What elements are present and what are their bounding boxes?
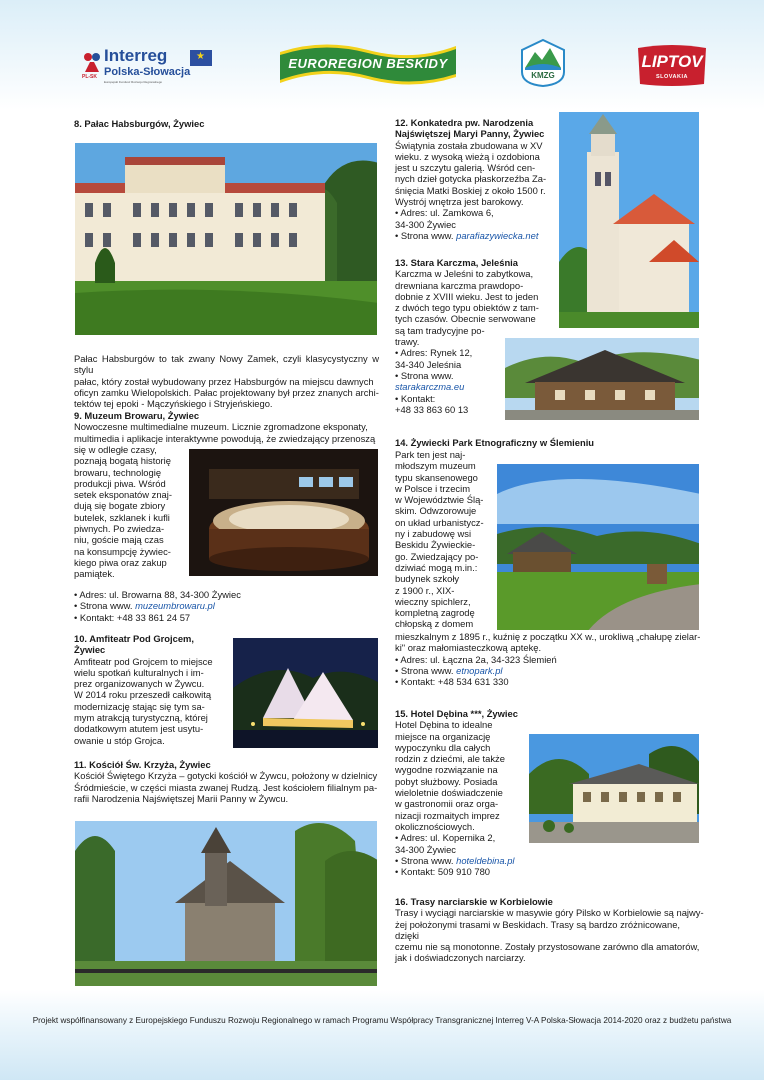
section-8-line: Pałac Habsburgów to tak zwany Nowy Zamek, czyli klasycystyczny w stylu [74,353,379,376]
section-12-title: 12. Konkatedra pw. Narodzenia [395,117,534,128]
section-13-line: z dwóch tego typu obiektów z tam- [395,302,539,314]
euroregion-label: EUROREGION BESKIDY [288,56,448,71]
section-8-title-block [74,118,374,129]
section-9-line: się w odległe czasy, [74,444,157,455]
cathedral-photo [558,111,700,329]
section-13-contact: • Kontakt: [395,392,436,404]
section-16-title: 16. Trasy narciarskie w Korbielowie [395,896,553,907]
section-11-title: 11. Kościół Św. Krzyża, Żywiec [74,759,211,770]
section-13-address: • Adres: Rynek 12, [395,347,473,359]
section-10-title: 10. Amfiteatr Pod Grojcem, [74,633,194,644]
section-12-line: wieku. z wysoką wieżą i ozdobiona [395,150,540,162]
section-14-web-label: • Strona www. [395,664,457,676]
section-10-line: owanie u stóp Grojca. [74,734,165,746]
interreg-brand: Interreg [104,46,168,65]
section-16-block [395,896,705,964]
section-8-line: pałac, który został wybudowany przez Habsburgów na miejscu dawnych [74,375,374,387]
section-15-address: 34-300 Żywiec [395,843,456,855]
section-13-web-label: • Strona www. [395,369,454,381]
section-13-line: drewniana karczma prawdopo- [395,279,524,291]
section-10-line: wielu spotkań kulturalnych i im- [74,666,204,678]
section-14-web-link[interactable]: etnopark.pl [456,664,503,676]
section-9-line: piwnych. Po zwiedza- [74,523,165,535]
footer-line-2: w ramach Programu Współpracy Transgranicznej Interreg V-A Polska-Słowacja 2014-2020 oraz z budżetu państwa [314,1016,732,1025]
section-8-line: tektów tej epoki - Mączyńskiego i Stryjeńskiego. [74,398,273,410]
section-10-line: modernizację stając się tym sa- [74,700,205,712]
section-15-title: 15. Hotel Dębina ***, Żywiec [395,708,518,719]
section-11-line: rafii Narodzenia Najświętszej Marii Panny w Żywcu. [74,792,289,804]
section-12-line: Wystrój wnętrza jest barokowy. [395,196,524,208]
section-14-address: • Adres: ul. Łączna 2a, 34-323 Ślemień [395,653,557,665]
section-15-line: Hotel Dębina to idealne [395,719,493,731]
kmzg-logo [520,38,566,88]
liptov-name: LIPTOV [641,52,703,71]
section-9-line: niu, goście mają czas [74,534,164,546]
section-11-line: Kościół Świętego Krzyża – gotycki kościół w Żywcu, położony w dzielnicy [74,770,378,782]
section-9-line: poznają bogatą historię [74,455,171,467]
section-14-line: ki" oraz małomiasteczkową aptekę. [395,642,542,654]
interreg-mark-label: PL-SK [82,74,97,80]
section-10-line: prez organizowanych w Żywcu. [74,678,205,690]
liptov-sub: SLOVAKIA [655,74,688,80]
section-14-line: Beskidu Żywieckie- [395,539,476,551]
section-11-line: Śródmieście, w części miasta zwanej Rudzą. Jest kościołem filialnym pa- [74,781,378,793]
section-15-block [395,708,525,877]
section-9-web-link[interactable]: muzeumbrowaru.pl [135,600,215,612]
section-14-line: w Polsce i trzecim [395,482,471,494]
section-9-line: dują się bogate zbiory [74,500,166,512]
section-14-title: 14. Żywiecki Park Etnograficzny w Ślemieniu [395,437,595,448]
section-14-full-text [395,631,705,687]
section-16-line: żej położonymi trasami w Beskidach. Trasy są bardzo zróżnicowane, dzięki [395,918,681,941]
brewery-museum-photo [188,448,379,577]
section-9-line: produkcji piwa. Wśród [74,477,166,489]
section-14-line: kompletną zagrodę [395,607,475,619]
church-holy-cross-photo [74,820,378,987]
section-10-line: W 2014 roku przeszedł całkowitą [74,689,212,701]
section-14-line: chłopską z domem [395,618,474,630]
footer-line-1: Projekt współfinansowany z Europejskiego Funduszu Rozwoju Regionalnego [32,1016,313,1025]
section-12-web-row [395,230,555,241]
eu-flag-icon [190,50,212,66]
palace-photo [74,142,378,336]
section-16-line: jak i doświadczonych narciarzy. [395,952,526,964]
section-13-line: tych czasów. Obecnie serwowane [395,313,536,325]
section-9-line: browaru, technologię [74,466,162,478]
section-10-line: mym atrakcją turystyczną, której [74,712,208,724]
ethnographic-park-photo [496,463,700,631]
section-15-web-row [395,855,525,866]
section-14-line: z 1900 r., XIX- [395,584,455,596]
section-8-text [74,353,379,409]
section-14-line: wieczny spichlerz, [395,595,471,607]
section-13-contact: +48 33 863 60 13 [395,403,469,415]
section-12-block [395,117,555,241]
section-11-block [74,759,379,804]
section-12-address: 34-300 Żywiec [395,218,456,230]
section-9-web-label: • Strona www. [74,600,136,612]
section-10-line: Amfiteatr pod Grojcem to miejsce [74,655,213,667]
section-10-block [74,633,229,746]
section-14-line: skim. Odwzorowuje [395,505,477,517]
hotel-debina-photo [528,733,700,844]
section-15-line: wypoczynku dla całych [395,741,491,753]
footer [0,1016,764,1026]
section-9-web-row [74,600,379,611]
section-16-line: Trasy i wyciągi narciarskie w masywie góry Pilsko w Korbielowie są najwy- [395,907,704,919]
section-13-address: 34-340 Jeleśnia [395,358,462,370]
section-13-line: trawy. [395,336,420,348]
section-12-line: jest u szczytu galerią. Wśród cen- [395,162,536,174]
section-9-narrow-text [74,444,184,580]
section-12-web-label: • Strona www. [395,229,457,241]
section-14-narrow-text [395,449,493,630]
section-9-line: kiego piwa oraz zakup [74,556,167,568]
section-15-contact: • Kontakt: 509 910 780 [395,866,491,878]
section-8-line: oficyn zamku Wielopolskich. Pałac projektowany był przez znanych archi- [74,386,379,398]
section-13-web-link[interactable]: starakarczma.eu [395,381,465,393]
euroregion-logo [278,38,458,88]
section-13-line: są tam tradycyjne po- [395,324,485,336]
interreg-subtitle: Polska-Słowacja [104,66,191,78]
section-15-web-link[interactable]: hoteldebina.pl [456,854,515,866]
section-15-line: nizacji rozmaitych imprez [395,809,500,821]
section-12-line: śnięcia Matki Boskiej z około 1500 r. [395,184,546,196]
kmzg-label: KMZG [531,71,555,80]
liptov-logo [634,42,710,88]
section-15-line: pobyt służbowy. Posiada [395,775,498,787]
section-14-line: w Województwie Ślą- [395,494,484,506]
section-14-line: młodszym muzeum [395,460,476,472]
section-14-line: ny i zabudowę wsi [395,528,472,540]
section-12-line: Świątynia została zbudowana w XV [395,139,543,151]
section-12-line: nych dzieł gotycka płaskorzeźba Za- [395,173,547,185]
section-15-line: rodzin z dziećmi, ale także [395,753,505,765]
section-14-title-block [395,437,705,448]
section-9-line: setek eksponatów znaj- [74,489,172,501]
section-10-title: Żywiec [74,644,106,656]
interreg-small-print: Europejski Fundusz Rozwoju Regionalnego [104,80,163,84]
section-14-line: budynek szkoły [395,573,460,585]
section-15-line: wygodne rozwiązanie na [395,764,498,776]
old-inn-photo [504,337,700,421]
section-13-line: dobnie z XVIII wieku. Jest to jeden [395,290,539,302]
section-9-block [74,410,379,444]
section-14-web-row [395,665,705,676]
section-14-line: mieszkalnym z 1895 r., kuźnię z początku XX w., urokliwą „chałupę zielar- [395,631,701,642]
section-14-contact: • Kontakt: +48 534 631 330 [395,676,509,688]
interreg-mark-icon [82,50,102,74]
section-13-title: 13. Stara Karczma, Jeleśnia [395,257,518,268]
section-9-line: pamiątek. [74,568,115,580]
section-14-line: typu skansenowego [395,471,478,483]
section-9-line: Nowoczesne multimedialne muzeum. Licznie zgromadzone eksponaty, [74,421,368,433]
section-15-line: okolicznościowych. [395,820,475,832]
section-15-address: • Adres: ul. Kopernika 2, [395,832,496,844]
section-9-line: butelek, szklanek i kufli [74,511,170,523]
section-16-line: czemu nie są monotonne. Zostały przystosowane zarówno dla amatorów, [395,941,700,953]
section-9-line: multimedia i aplikacje interaktywne powodują, że zwiedzający przenoszą [74,432,376,444]
section-12-title: Najświętszej Maryi Panny, Żywiec [395,128,545,140]
section-14-line: Park ten jest naj- [395,449,466,460]
amphitheater-photo [232,637,379,749]
section-10-line: dodatkowym atutem jest usytu- [74,723,204,735]
section-9-title: 9. Muzeum Browaru, Żywiec [74,410,200,421]
section-9-address: • Adres: ul. Browarna 88, 34-300 Żywiec [74,589,241,600]
section-9-contact-phone: • Kontakt: +48 33 861 24 57 [74,611,191,623]
section-9-contact [74,589,379,623]
section-15-line: wieloletnie doświadczenie [395,787,503,799]
section-9-line: na konsumpcję żywiec- [74,545,171,557]
section-14-line: dziwiać mogą m.in.: [395,561,478,573]
footer-background [0,990,764,1080]
section-15-line: miejsce na organizację [395,730,491,742]
section-8-title: 8. Pałac Habsburgów, Żywiec [74,118,205,129]
section-15-line: w gastronomii oraz orga- [395,798,499,810]
section-12-address: • Adres: ul. Zamkowa 6, [395,207,494,219]
section-14-line: go. Zwiedzający po- [395,550,479,562]
section-13-line: Karczma w Jeleśni to zabytkowa, [395,268,534,280]
section-12-web-link[interactable]: parafiazywiecka.net [456,229,539,241]
kmzg-mountain-icon [520,38,566,88]
interreg-logo [82,46,214,88]
section-15-web-label: • Strona www. [395,854,457,866]
section-14-line: on układ urbanistycz- [395,516,484,528]
